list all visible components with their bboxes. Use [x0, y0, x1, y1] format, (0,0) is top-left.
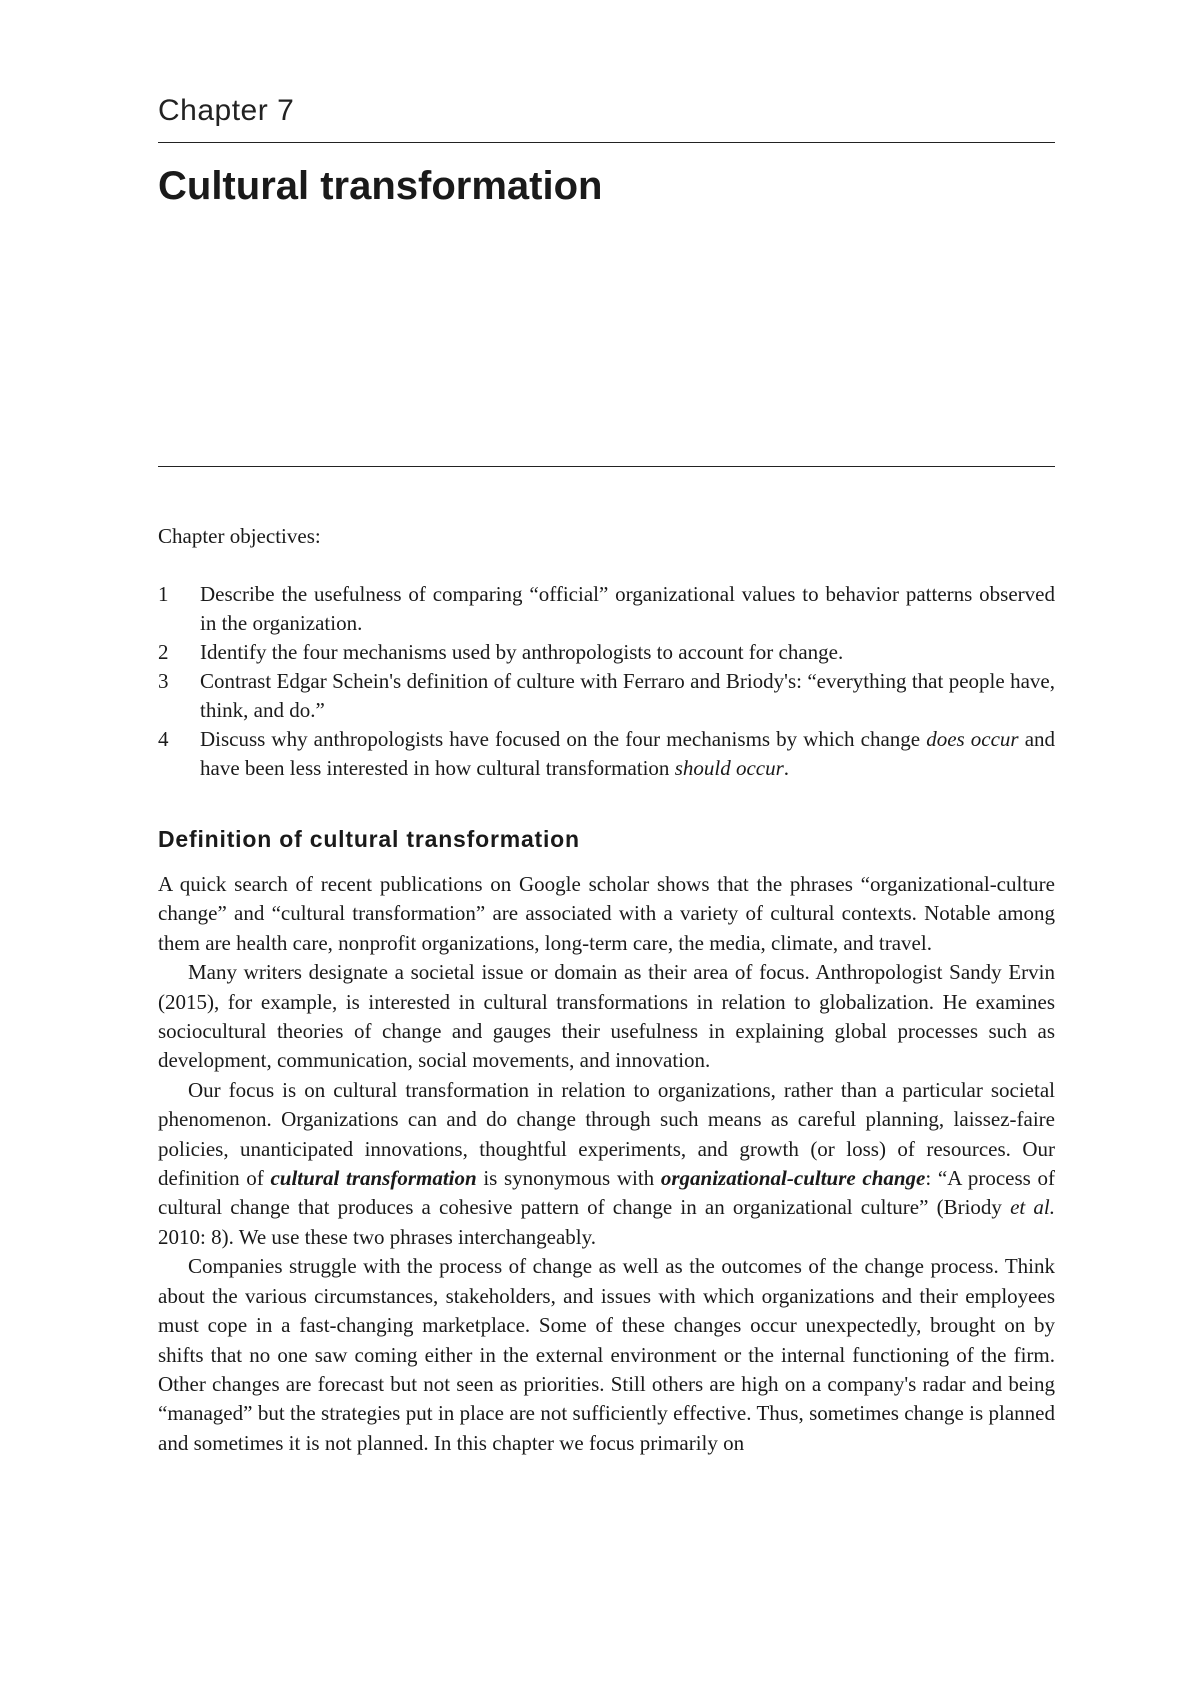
objectives-intro: Chapter objectives:	[158, 524, 321, 548]
objective-text: Contrast Edgar Schein's definition of culture with Ferraro and Briody's: “everything that people have, think, and do.”	[200, 669, 1055, 722]
text-run: 2010: 8). We use these two phrases interchangeably.	[158, 1224, 597, 1249]
chapter-title: Cultural transformation	[158, 164, 603, 208]
text-run: : “A process of cultural change that produces a cohesive pattern of change in an organizational culture” (Briody	[158, 1166, 1055, 1220]
objective-item	[158, 580, 1055, 638]
emphasis: should occur	[674, 756, 784, 780]
section-heading: Definition of cultural transformation	[158, 826, 580, 852]
paragraph: Many writers designate a societal issue or domain as their area of focus. Anthropologist Sandy Ervin (2015), for example, is interested in cultural transformations in relation to globalization. He examines sociocultural theories of change and gauges their usefulness in explaining global processes such as development, communication, social movements, and innovation.	[158, 960, 1055, 1073]
chapter-label: Chapter 7	[158, 94, 295, 127]
emphasis: et al.	[1010, 1195, 1055, 1220]
objective-number: 4	[158, 727, 169, 751]
text-run: and have been less interested in how cultural transformation	[200, 727, 1056, 780]
paragraph: A quick search of recent publications on Google scholar shows that the phrases “organizational-culture change” and “cultural transformation” are associated with a variety of cultural contexts. Notable among them are health care, nonprofit organizations, long-term care, the media, climate, and travel.	[158, 872, 1055, 955]
objective-text: Identify the four mechanisms used by anthropologists to account for change.	[200, 640, 844, 664]
objective-number: 2	[158, 640, 169, 664]
objective-number: 3	[158, 669, 169, 693]
objectives-list	[158, 580, 1055, 783]
text-run: is synonymous with	[476, 1166, 661, 1191]
objective-text: Describe the usefulness of comparing “official” organizational values to behavior patterns observed in the organization.	[200, 582, 1055, 635]
key-term: cultural transformation	[270, 1166, 477, 1191]
section-body	[158, 870, 1055, 1458]
objective-text	[200, 727, 1055, 780]
text-run: Discuss why anthropologists have focused on the four mechanisms by which change	[200, 727, 927, 751]
text-run: .	[783, 756, 790, 780]
objective-item	[158, 725, 1055, 783]
objective-item	[158, 638, 1055, 667]
key-term: organizational-culture change	[660, 1166, 926, 1191]
bottom-divider	[158, 466, 1055, 467]
paragraph: Companies struggle with the process of change as well as the outcomes of the change process. Think about the various circumstances, stakeholders, and issues with which organizations and their employees must cope in a fast-changing marketplace. Some of these changes occur unexpectedly, brought on by shifts that no one saw coming either in the external environment or the internal functioning of the firm. Other changes are forecast but not seen as priorities. Still others are high on a company's radar and being “managed” but the strategies put in place are not sufficiently effective. Thus, sometimes change is planned and sometimes it is not planned. In this chapter we focus primarily on	[158, 1254, 1055, 1455]
objective-number: 1	[158, 582, 169, 606]
text-run: Our focus is on cultural transformation in relation to organizations, rather than a particular societal phenomenon. Organizations can and do change through such means as careful planning, laissez-faire policies, unanticipated innovations, thoughtful experiments, and growth (or loss) of resources. Our definition of	[158, 1077, 1055, 1191]
objective-item	[158, 667, 1055, 725]
emphasis: does occur	[926, 727, 1019, 751]
top-divider	[158, 142, 1055, 143]
paragraph	[158, 1076, 1055, 1252]
